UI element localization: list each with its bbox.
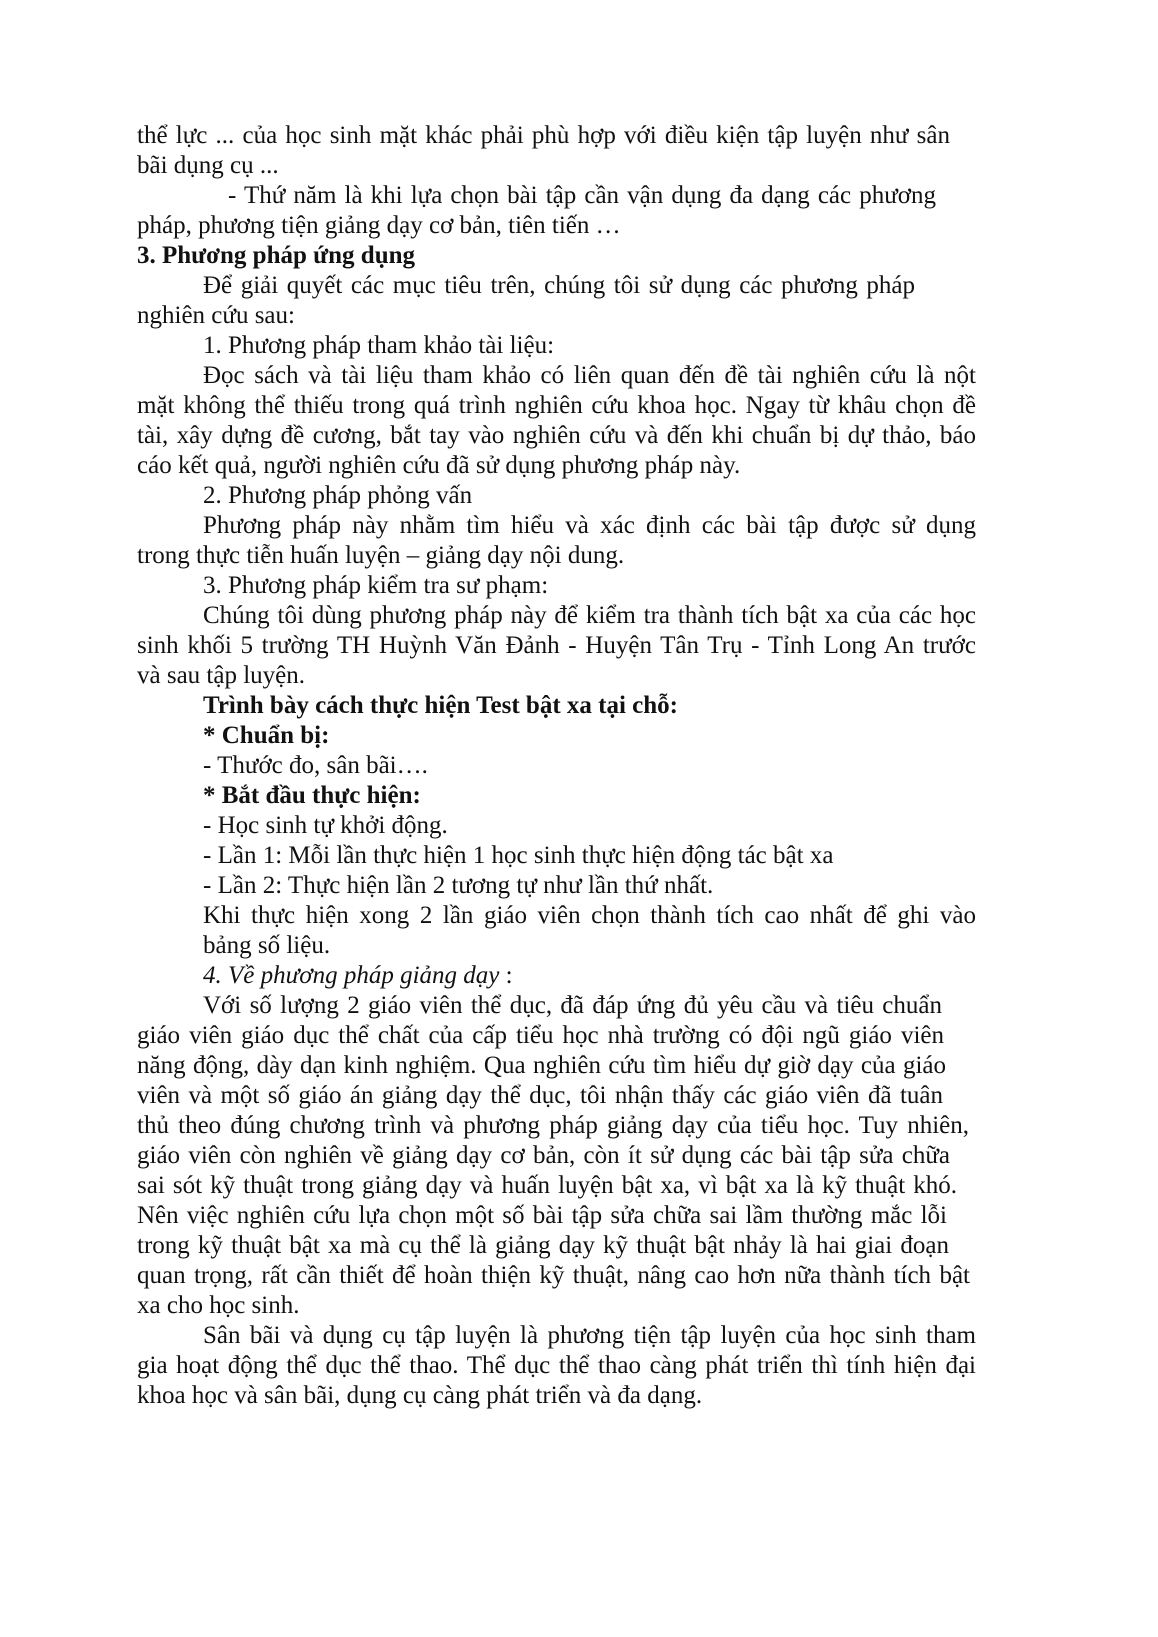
text-line: - Thứ năm là khi lựa chọn bài tập cần vận dụng đa dạng các phương bbox=[228, 182, 936, 209]
text-line: Phương pháp này nhằm tìm hiểu và xác định các bài tập được sử dụng bbox=[203, 512, 976, 539]
text-line: pháp, phương tiện giảng dạy cơ bản, tiên tiến … bbox=[137, 212, 621, 239]
text-line: - Học sinh tự khởi động. bbox=[203, 812, 448, 839]
text-line: Sân bãi và dụng cụ tập luyện là phương tiện tập luyện của học sinh tham bbox=[203, 1322, 976, 1349]
text-line: bảng số liệu. bbox=[203, 932, 331, 959]
text-line: giáo viên còn nghiên về giảng dạy cơ bản, còn ít sử dụng các bài tập sửa chữa bbox=[137, 1142, 950, 1169]
section-heading: 3. Phương pháp ứng dụng bbox=[137, 242, 416, 269]
text-line: giáo viên giáo dục thể chất của cấp tiểu học nhà trường có đội ngũ giáo viên bbox=[137, 1022, 944, 1049]
text-line: năng động, dày dạn kinh nghiệm. Qua nghiên cứu tìm hiểu dự giờ dạy của giáo bbox=[137, 1052, 946, 1079]
text-line: và sau tập luyện. bbox=[137, 662, 306, 689]
text-line: gia hoạt động thể dục thể thao. Thể dục thể thao càng phát triển thì tính hiện đại bbox=[137, 1352, 976, 1379]
text-line: - Thước đo, sân bãi…. bbox=[203, 752, 428, 779]
text-line: 3. Phương pháp kiểm tra sư phạm: bbox=[203, 572, 549, 599]
text-line: thủ theo đúng chương trình và phương pháp giảng dạy của tiểu học. Tuy nhiên, bbox=[137, 1112, 969, 1139]
italic-heading: 4. Về phương pháp giảng dạy bbox=[203, 962, 500, 989]
text-line: bãi dụng cụ ... bbox=[137, 152, 279, 179]
text-line: Với số lượng 2 giáo viên thể dục, đã đáp ứng đủ yêu cầu và tiêu chuẩn bbox=[203, 992, 942, 1019]
text-line: sai sót kỹ thuật trong giảng dạy và huấn luyện bật xa, vì bật xa là kỹ thuật khó. bbox=[137, 1172, 957, 1199]
text-line: Chúng tôi dùng phương pháp này để kiểm tra thành tích bật xa của các học bbox=[203, 602, 976, 629]
text-line: khoa học và sân bãi, dụng cụ càng phát triển và đa dạng. bbox=[137, 1382, 703, 1409]
text-line: Đọc sách và tài liệu tham khảo có liên quan đến đề tài nghiên cứu là nột bbox=[203, 362, 976, 389]
text-line: nghiên cứu sau: bbox=[137, 302, 295, 329]
bold-heading: Trình bày cách thực hiện Test bật xa tại chỗ: bbox=[203, 692, 678, 719]
text-line: xa cho học sinh. bbox=[137, 1292, 300, 1319]
text-line: viên và một số giáo án giảng dạy thể dục, tôi nhận thấy các giáo viên đã tuân bbox=[137, 1082, 943, 1109]
text-line: quan trọng, rất cần thiết để hoàn thiện kỹ thuật, nâng cao hơn nữa thành tích bật bbox=[137, 1262, 970, 1289]
text-line: 1. Phương pháp tham khảo tài liệu: bbox=[203, 332, 555, 359]
heading-colon: : bbox=[499, 962, 513, 989]
text-line: Khi thực hiện xong 2 lần giáo viên chọn thành tích cao nhất để ghi vào bbox=[203, 902, 976, 929]
text-line: trong thực tiễn huấn luyện – giảng dạy nội dung. bbox=[137, 542, 625, 569]
text-line bbox=[203, 961, 513, 991]
text-line: mặt không thể thiếu trong quá trình nghiên cứu khoa học. Ngay từ khâu chọn đề bbox=[137, 392, 976, 419]
text-line: trong kỹ thuật bật xa mà cụ thể là giảng dạy kỹ thuật bật nhảy là hai giai đoạn bbox=[137, 1232, 949, 1259]
text-line: Để giải quyết các mục tiêu trên, chúng tôi sử dụng các phương pháp bbox=[203, 272, 915, 299]
text-line: 2. Phương pháp phỏng vấn bbox=[203, 482, 473, 509]
text-line: cáo kết quả, người nghiên cứu đã sử dụng phương pháp này. bbox=[137, 452, 741, 479]
text-line: thể lực ... của học sinh mặt khác phải phù hợp với điều kiện tập luyện như sân bbox=[137, 122, 950, 149]
bold-heading: * Bắt đầu thực hiện: bbox=[203, 782, 421, 809]
text-line: tài, xây dựng đề cương, bắt tay vào nghiên cứu và đến khi chuẩn bị dự thảo, báo bbox=[137, 422, 976, 449]
text-line: - Lần 1: Mỗi lần thực hiện 1 học sinh thực hiện động tác bật xa bbox=[203, 842, 834, 869]
text-line: sinh khối 5 trường TH Huỳnh Văn Đảnh - Huyện Tân Trụ - Tỉnh Long An trước bbox=[137, 632, 976, 659]
text-line: Nên việc nghiên cứu lựa chọn một số bài tập sửa chữa sai lầm thường mắc lỗi bbox=[137, 1202, 947, 1229]
bold-heading: * Chuẩn bị: bbox=[203, 722, 330, 749]
text-line: - Lần 2: Thực hiện lần 2 tương tự như lần thứ nhất. bbox=[203, 872, 714, 899]
